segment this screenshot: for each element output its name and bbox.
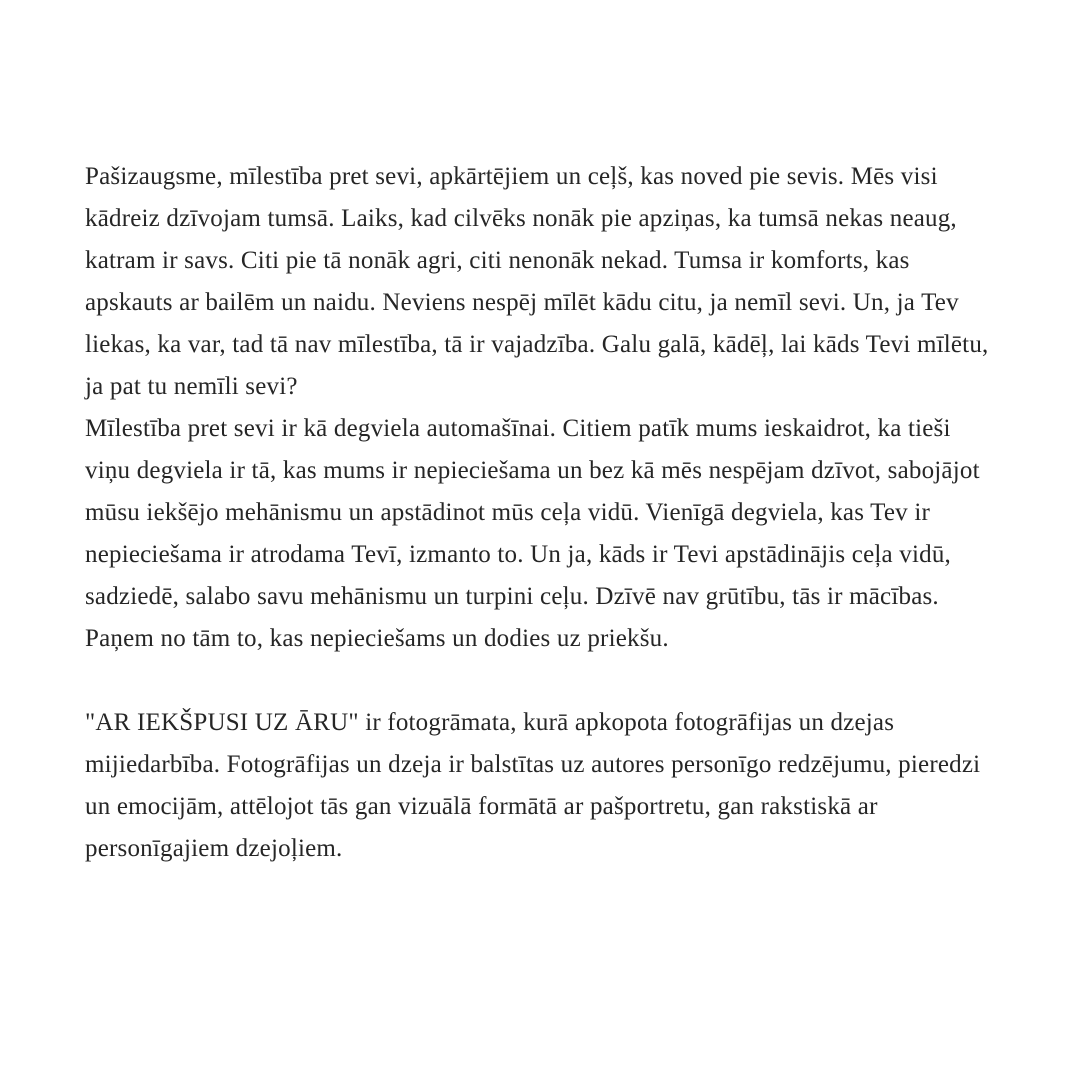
paragraph-photobook-description: "AR IEKŠPUSI UZ ĀRU" ir fotogrāmata, kurā apkopota fotogrāfijas un dzejas mijiedarbība. Fotogrāfijas un dzeja ir balstītas uz autores personīgo redzējumu, pieredzi un emocijām, attēlojot tās gan vizuālā formātā ar pašportretu, gan rakstiskā ar personīgajiem dzejoļiem. <box>85 709 981 862</box>
text-block <box>85 156 995 870</box>
paragraph-self-love-fuel: Mīlestība pret sevi ir kā degviela automašīnai. Citiem patīk mums ieskaidrot, ka tieši viņu degviela ir tā, kas mums ir nepieciešama un bez kā mēs nespējam dzīvot, sabojājot mūsu iekšējo mehānismu un apstādinot mūs ceļa vidū. Vienīgā degviela, kas Tev ir nepieciešama ir atrodama Tevī, izmanto to. Un ja, kāds ir Tevi apstādinājis ceļa vidū, sadziedē, salabo savu mehānismu un turpini ceļu. Dzīvē nav grūtību, tās ir mācības. Paņem no tām to, kas nepieciešams un dodies uz priekšu. <box>85 415 980 652</box>
paragraph-self-growth: Pašizaugsme, mīlestība pret sevi, apkārtējiem un ceļš, kas noved pie sevis. Mēs visi kādreiz dzīvojam tumsā. Laiks, kad cilvēks nonāk pie apziņas, ka tumsā nekas neaug, katram ir savs. Citi pie tā nonāk agri, citi nenonāk nekad. Tumsa ir komforts, kas apskauts ar bailēm un naidu. Neviens nespēj mīlēt kādu citu, ja nemīl sevi. Un, ja Tev liekas, ka var, tad tā nav mīlestība, tā ir vajadzība. Galu galā, kādēļ, lai kāds Tevi mīlētu, ja pat tu nemīli sevi? <box>85 163 989 400</box>
